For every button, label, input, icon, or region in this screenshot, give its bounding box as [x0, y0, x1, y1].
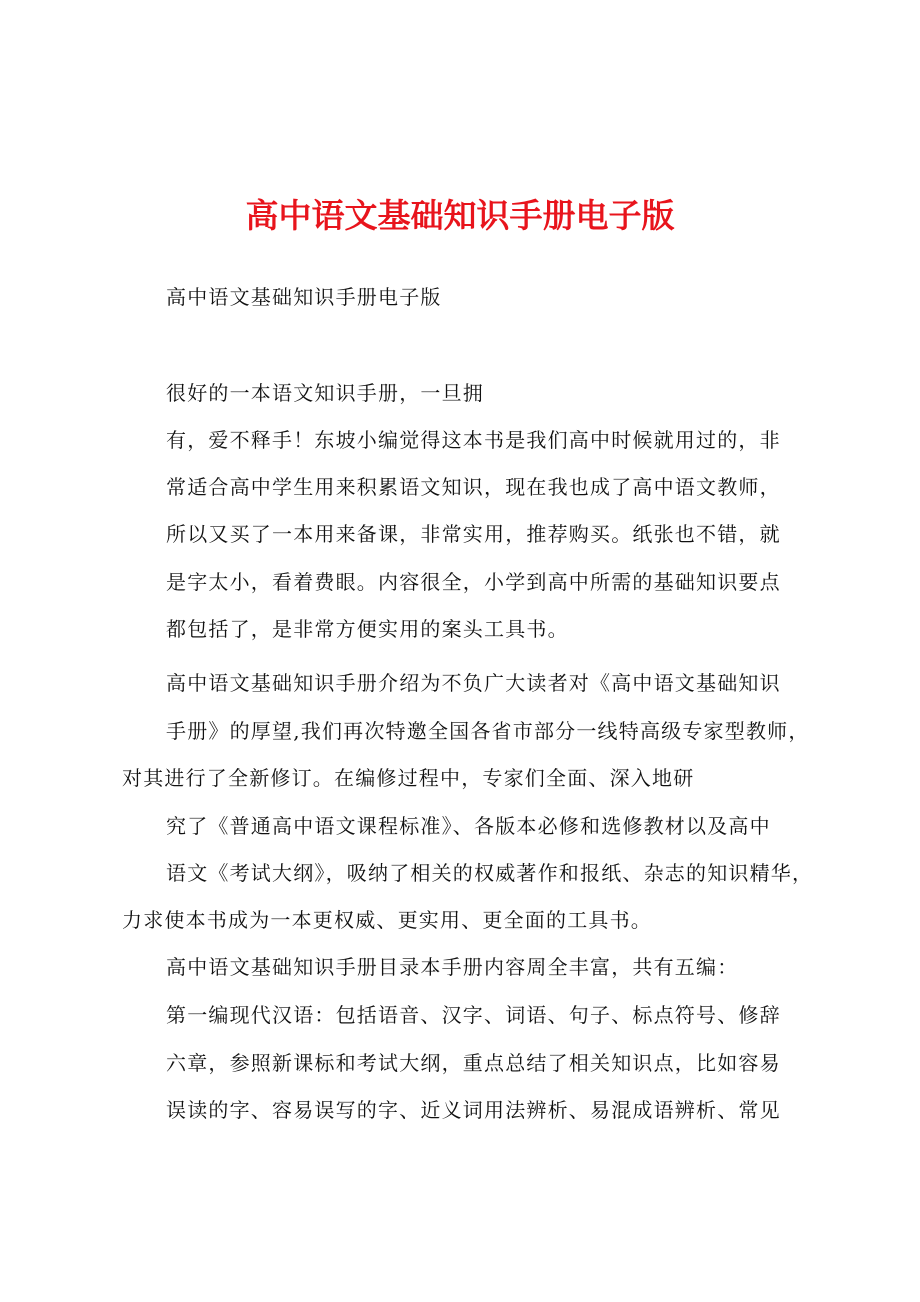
text-line: 究了《普通高中语文课程标准》、各版本必修和选修教材以及高中: [166, 814, 771, 838]
document-title: 高中语文基础知识手册电子版: [245, 196, 675, 235]
text-line: 手册》的厚望,我们再次特邀全国各省市部分一线特高级专家型教师，: [166, 719, 810, 743]
text-line: 第一编现代汉语：包括语音、汉字、词语、句子、标点符号、修辞: [166, 1003, 781, 1027]
text-line: 有，爱不释手！东坡小编觉得这本书是我们高中时候就用过的，非: [166, 428, 781, 452]
text-line: 都包括了，是非常方便实用的案头工具书。: [166, 617, 569, 641]
text-line: 常适合高中学生用来积累语文知识，现在我也成了高中语文教师，: [166, 475, 781, 499]
text-line: 六章，参照新课标和考试大纲，重点总结了相关知识点，比如容易: [166, 1051, 781, 1075]
subtitle-line: 高中语文基础知识手册电子版: [166, 285, 442, 309]
text-line: 是字太小，看着费眼。内容很全，小学到高中所需的基础知识要点: [166, 570, 781, 594]
text-line: 高中语文基础知识手册介绍为不负广大读者对《高中语文基础知识: [166, 671, 781, 695]
text-line: 很好的一本语文知识手册，一旦拥: [166, 381, 484, 405]
text-line: 力求使本书成为一本更权威、更实用、更全面的工具书。: [122, 908, 652, 932]
text-line: 对其进行了全新修订。在编修过程中，专家们全面、深入地研: [122, 766, 695, 790]
text-line: 语文《考试大纲》，吸纳了相关的权威著作和报纸、杂志的知识精华，: [166, 861, 814, 885]
text-line: 所以又买了一本用来备课，非常实用，推荐购买。纸张也不错，就: [166, 522, 781, 546]
text-line: 误读的字、容易误写的字、近义词用法辨析、易混成语辨析、常见: [166, 1098, 781, 1122]
text-line: 高中语文基础知识手册目录本手册内容周全丰富，共有五编：: [166, 955, 739, 979]
